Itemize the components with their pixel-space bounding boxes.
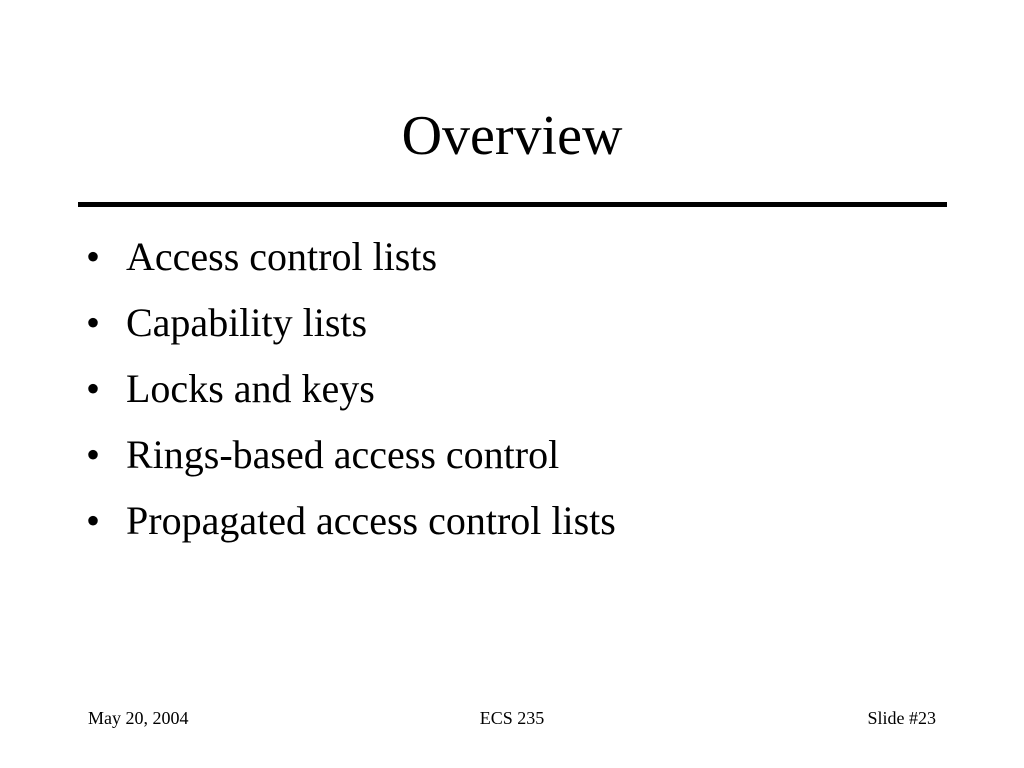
list-item	[86, 364, 616, 430]
slide-title: Overview	[401, 105, 623, 167]
footer-date: May 20, 2004	[88, 708, 189, 728]
title-divider	[78, 202, 947, 207]
bullet-text: Rings-based access control	[126, 432, 560, 477]
bullet-icon: •	[86, 432, 101, 477]
bullet-text: Locks and keys	[126, 366, 375, 411]
list-item	[86, 496, 616, 562]
bullet-text: Propagated access control lists	[126, 498, 616, 543]
bullet-text: Capability lists	[126, 300, 368, 345]
bullet-icon: •	[86, 300, 101, 345]
bullet-icon: •	[86, 498, 101, 543]
list-item	[86, 298, 616, 364]
list-item	[86, 430, 616, 496]
footer-slide-number: Slide #23	[867, 708, 936, 728]
footer-course: ECS 235	[479, 708, 545, 728]
bullet-icon: •	[86, 234, 101, 279]
bullet-text: Access control lists	[126, 234, 438, 279]
list-item	[86, 232, 616, 298]
bullet-icon: •	[86, 366, 101, 411]
bullet-list	[86, 232, 616, 562]
